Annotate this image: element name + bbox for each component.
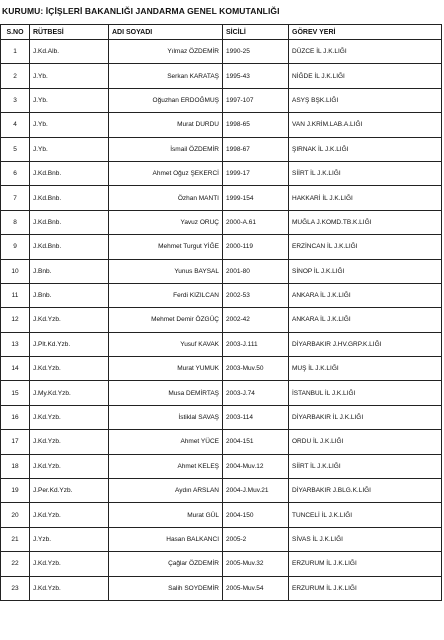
cell-registry: 2001-80 — [223, 259, 289, 283]
cell-unit: SİNOP İL J.K.LIĞI — [289, 259, 442, 283]
cell-unit: DÜZCE İL J.K.LIĞI — [289, 40, 442, 64]
header-sno: S.NO — [1, 25, 30, 40]
cell-name: Hasan BALKANCI — [109, 527, 223, 551]
cell-name: Yunus BAYSAL — [109, 259, 223, 283]
cell-sno: 8 — [1, 210, 30, 234]
cell-rank: J.Bnb. — [30, 283, 109, 307]
cell-unit: HAKKARİ İL J.K.LIĞI — [289, 186, 442, 210]
cell-unit: ŞIRNAK İL J.K.LIĞI — [289, 137, 442, 161]
cell-rank: J.Kd.Bnb. — [30, 210, 109, 234]
cell-unit: ORDU İL J.K.LIĞI — [289, 430, 442, 454]
cell-rank: J.My.Kd.Yzb. — [30, 381, 109, 405]
cell-sno: 13 — [1, 332, 30, 356]
cell-sno: 3 — [1, 88, 30, 112]
cell-name: Ahmet YÜCE — [109, 430, 223, 454]
table-row — [1, 40, 442, 64]
cell-unit: DİYARBAKIR J.BLG.K.LIĞI — [289, 479, 442, 503]
cell-registry: 1998-65 — [223, 113, 289, 137]
cell-rank: J.Kd.Yzb. — [30, 576, 109, 600]
cell-registry: 2003-114 — [223, 405, 289, 429]
header-rank: RÜTBESİ — [30, 25, 109, 40]
table-row — [1, 381, 442, 405]
cell-registry: 2004-151 — [223, 430, 289, 454]
cell-name: İstiklal SAVAŞ — [109, 405, 223, 429]
table-row — [1, 210, 442, 234]
cell-registry: 1995-43 — [223, 64, 289, 88]
cell-rank: J.Kd.Yzb. — [30, 357, 109, 381]
cell-sno: 14 — [1, 357, 30, 381]
cell-registry: 2005-Muv.54 — [223, 576, 289, 600]
cell-name: Murat DURDU — [109, 113, 223, 137]
table-row — [1, 64, 442, 88]
cell-sno: 23 — [1, 576, 30, 600]
cell-sno: 21 — [1, 527, 30, 551]
cell-name: Mehmet Demir ÖZGÜÇ — [109, 308, 223, 332]
table-row — [1, 552, 442, 576]
cell-name: Serkan KARATAŞ — [109, 64, 223, 88]
cell-registry: 2004-150 — [223, 503, 289, 527]
cell-unit: ANKARA İL J.K.LIĞI — [289, 283, 442, 307]
cell-registry: 2003-J.111 — [223, 332, 289, 356]
cell-unit: SİVAS İL J.K.LIĞI — [289, 527, 442, 551]
cell-sno: 20 — [1, 503, 30, 527]
header-name: ADI SOYADI — [109, 25, 223, 40]
table-row — [1, 527, 442, 551]
cell-rank: J.Yzb. — [30, 527, 109, 551]
cell-registry: 2000-A.61 — [223, 210, 289, 234]
cell-name: Mehmet Turgut YİĞE — [109, 235, 223, 259]
cell-sno: 2 — [1, 64, 30, 88]
cell-registry: 2005-Muv.32 — [223, 552, 289, 576]
header-registry: SİCİLİ — [223, 25, 289, 40]
cell-unit: VAN J.KRİM.LAB.A.LIĞI — [289, 113, 442, 137]
cell-unit: MUĞLA J.KOMD.TB.K.LIĞI — [289, 210, 442, 234]
table-row — [1, 430, 442, 454]
personnel-table — [0, 24, 442, 601]
table-row — [1, 576, 442, 600]
cell-registry: 2005-2 — [223, 527, 289, 551]
document-title: KURUMU: İÇİŞLERİ BAKANLIĞI JANDARMA GENEL KOMUTANLIĞI — [2, 6, 280, 16]
cell-rank: J.Kd.Alb. — [30, 40, 109, 64]
table-row — [1, 503, 442, 527]
cell-rank: J.Yb. — [30, 88, 109, 112]
cell-sno: 22 — [1, 552, 30, 576]
cell-sno: 10 — [1, 259, 30, 283]
table-row — [1, 259, 442, 283]
cell-rank: J.Yb. — [30, 113, 109, 137]
table-row — [1, 186, 442, 210]
cell-unit: SİİRT İL J.K.LIĞI — [289, 161, 442, 185]
cell-unit: MUŞ İL J.K.LIĞI — [289, 357, 442, 381]
cell-rank: J.Kd.Yzb. — [30, 405, 109, 429]
cell-registry: 1998-67 — [223, 137, 289, 161]
cell-unit: TUNCELİ İL J.K.LIĞI — [289, 503, 442, 527]
cell-sno: 16 — [1, 405, 30, 429]
table-row — [1, 283, 442, 307]
table-header-row — [1, 25, 442, 40]
cell-name: İsmail ÖZDEMİR — [109, 137, 223, 161]
table-row — [1, 357, 442, 381]
cell-registry: 2002-42 — [223, 308, 289, 332]
cell-unit: ERZİNCAN İL J.K.LIĞI — [289, 235, 442, 259]
cell-unit: ANKARA İL J.K.LIĞI — [289, 308, 442, 332]
cell-name: Oğuzhan ERDOĞMUŞ — [109, 88, 223, 112]
cell-sno: 7 — [1, 186, 30, 210]
cell-unit: ERZURUM İL J.K.LIĞI — [289, 552, 442, 576]
cell-rank: J.Kd.Bnb. — [30, 235, 109, 259]
table-row — [1, 454, 442, 478]
cell-name: Murat GÜL — [109, 503, 223, 527]
cell-sno: 9 — [1, 235, 30, 259]
cell-unit: ASYŞ BŞK.LIĞI — [289, 88, 442, 112]
cell-name: Ahmet Oğuz ŞEKERCİ — [109, 161, 223, 185]
cell-name: Ferdi KIZILCAN — [109, 283, 223, 307]
cell-unit: DİYARBAKIR J.HV.GRP.K.LIĞI — [289, 332, 442, 356]
cell-name: Musa DEMİRTAŞ — [109, 381, 223, 405]
cell-sno: 19 — [1, 479, 30, 503]
cell-rank: J.Kd.Yzb. — [30, 552, 109, 576]
cell-rank: J.Plt.Kd.Yzb. — [30, 332, 109, 356]
cell-unit: NİĞDE İL J.K.LIĞI — [289, 64, 442, 88]
cell-name: Özhan MANTI — [109, 186, 223, 210]
cell-name: Yusuf KAVAK — [109, 332, 223, 356]
cell-rank: J.Bnb. — [30, 259, 109, 283]
cell-registry: 2000-119 — [223, 235, 289, 259]
cell-rank: J.Yb. — [30, 64, 109, 88]
cell-sno: 11 — [1, 283, 30, 307]
cell-registry: 2004-J.Muv.21 — [223, 479, 289, 503]
cell-sno: 1 — [1, 40, 30, 64]
cell-name: Salih SOYDEMİR — [109, 576, 223, 600]
cell-rank: J.Kd.Bnb. — [30, 186, 109, 210]
table-row — [1, 332, 442, 356]
cell-unit: SİİRT İL J.K.LIĞI — [289, 454, 442, 478]
cell-registry: 1990-25 — [223, 40, 289, 64]
cell-sno: 4 — [1, 113, 30, 137]
cell-sno: 12 — [1, 308, 30, 332]
cell-sno: 15 — [1, 381, 30, 405]
table-row — [1, 308, 442, 332]
cell-rank: J.Kd.Yzb. — [30, 454, 109, 478]
table-row — [1, 405, 442, 429]
cell-registry: 1999-17 — [223, 161, 289, 185]
table-row — [1, 88, 442, 112]
cell-sno: 6 — [1, 161, 30, 185]
cell-rank: J.Kd.Yzb. — [30, 503, 109, 527]
cell-name: Aydın ARSLAN — [109, 479, 223, 503]
cell-sno: 17 — [1, 430, 30, 454]
cell-sno: 5 — [1, 137, 30, 161]
table-row — [1, 161, 442, 185]
table-row — [1, 479, 442, 503]
cell-registry: 2003-J.74 — [223, 381, 289, 405]
cell-name: Yılmaz ÖZDEMİR — [109, 40, 223, 64]
cell-registry: 2002-53 — [223, 283, 289, 307]
cell-name: Ahmet KELEŞ — [109, 454, 223, 478]
cell-rank: J.Kd.Yzb. — [30, 308, 109, 332]
cell-name: Murat YUMUK — [109, 357, 223, 381]
cell-rank: J.Kd.Bnb. — [30, 161, 109, 185]
table-row — [1, 113, 442, 137]
cell-rank: J.Kd.Yzb. — [30, 430, 109, 454]
cell-registry: 2003-Muv.50 — [223, 357, 289, 381]
cell-unit: DİYARBAKIR İL J.K.LIĞI — [289, 405, 442, 429]
table-row — [1, 137, 442, 161]
header-unit: GÖREV YERİ — [289, 25, 442, 40]
table-row — [1, 235, 442, 259]
cell-registry: 1999-154 — [223, 186, 289, 210]
cell-name: Çağlar ÖZDEMİR — [109, 552, 223, 576]
cell-sno: 18 — [1, 454, 30, 478]
cell-registry: 2004-Muv.12 — [223, 454, 289, 478]
cell-name: Yavuz ORUÇ — [109, 210, 223, 234]
cell-unit: İSTANBUL İL J.K.LIĞI — [289, 381, 442, 405]
cell-unit: ERZURUM İL J.K.LIĞI — [289, 576, 442, 600]
cell-registry: 1997-107 — [223, 88, 289, 112]
cell-rank: J.Yb. — [30, 137, 109, 161]
cell-rank: J.Per.Kd.Yzb. — [30, 479, 109, 503]
